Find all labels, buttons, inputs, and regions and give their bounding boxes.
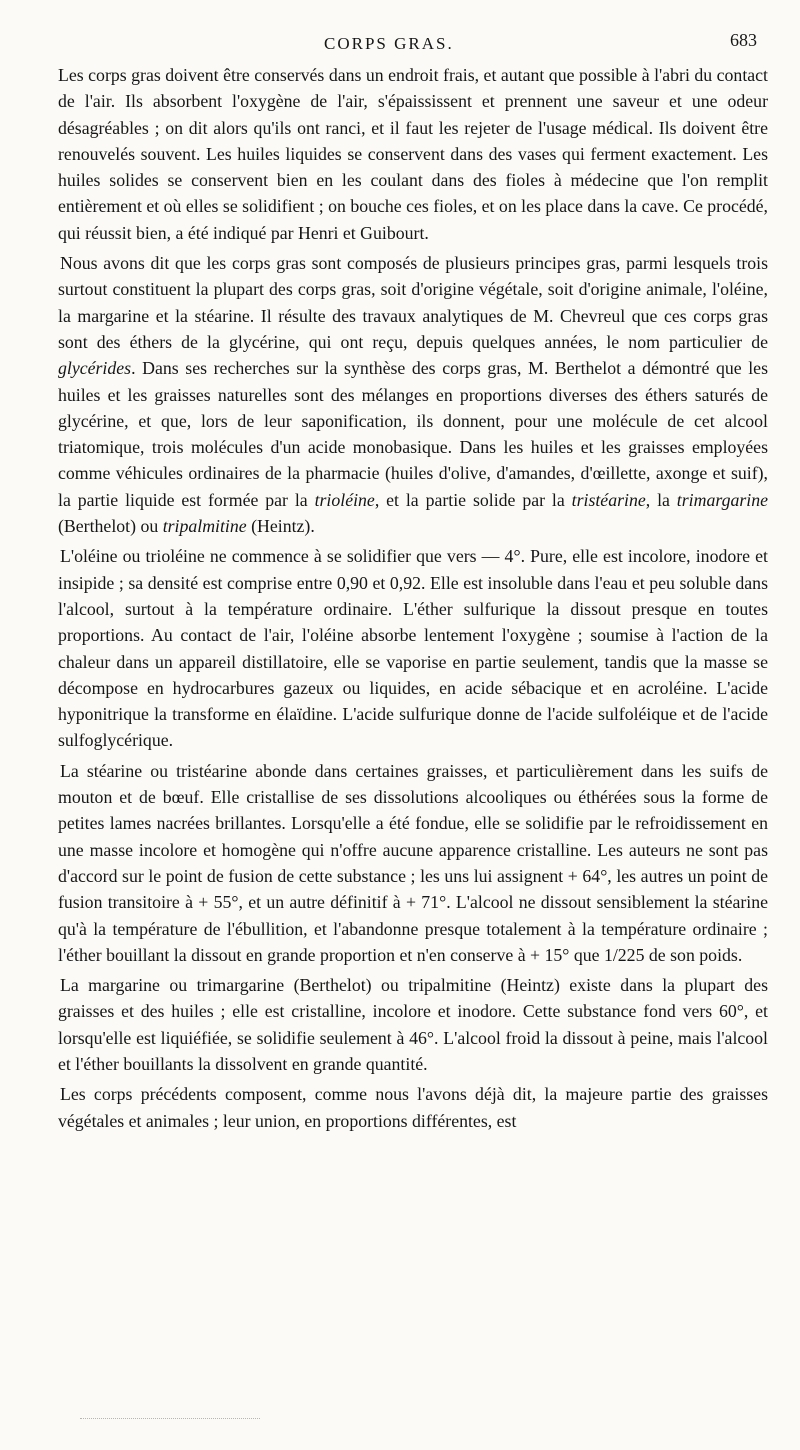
italic-term: tristéarine (571, 489, 646, 510)
paragraph (58, 62, 768, 246)
text-run: Les corps gras doivent être conservés dans un endroit frais, et autant que possible à l'abri du contact de l'air. Ils absorbent l'oxygène de l'air, s'épaississent et prennent une saveur et une odeur désagréables ; on dit alors qu'ils ont ranci, et il faut les rejeter de l'usage médical. Ils doivent être renouvelés souvent. Les huiles liquides se conservent dans des vases qui ferment exactement. Les huiles solides se conservent bien en les coulant dans des fioles à médecine que l'on remplit entièrement et où elles se solidifient ; on bouche ces fioles, et on les place dans la cave. Ce procédé, qui réussit bien, a été indiqué par Henri et Guibourt. (58, 65, 768, 243)
body-text (58, 62, 768, 1138)
text-run: , la (645, 489, 677, 510)
print-smudge (80, 1418, 260, 1422)
text-run: , et la partie solide par la (374, 489, 572, 510)
text-run: (Berthelot) ou (58, 516, 163, 537)
paragraph (58, 972, 768, 1077)
text-run: (Heintz). (246, 516, 315, 537)
text-run: La stéarine ou tristéarine abonde dans certaines graisses, et particulièrement dans les suifs de mouton et de bœuf. Elle cristallise de ses dissolutions alcooliques ou éthérées sous la forme de petites lames nacrées brillantes. Lorsqu'elle a été fondue, elle se solidifie par le refroidissement en une masse incolore et homogène qui n'offre aucune apparence cristalline. Les auteurs ne sont pas d'accord sur le point de fusion de cette substance ; les uns lui assignent + 64°, les autres un point de fusion transitoire à + 55°, et un autre définitif à + 71°. L'alcool ne dissout sensiblement la stéarine qu'à la température de l'ébullition, et l'abandonne presque totalement à la température ordinaire ; l'éther bouillant la dissout en grande proportion et n'en conserve à + 15° que 1/225 de son poids. (58, 760, 768, 965)
page-number: 683 (730, 30, 757, 50)
text-run: L'oléine ou trioléine ne commence à se solidifier que vers — 4°. Pure, elle est incolore, inodore et insipide ; sa densité est comprise entre 0,90 et 0,92. Elle est insoluble dans l'eau et peu soluble dans l'alcool, surtout à la température ordinaire. L'éther sulfurique la dissout presque en toutes proportions. Au contact de l'air, l'oléine absorbe lentement l'oxygène ; soumise à l'action de la chaleur dans un appareil distillatoire, elle se vaporise en partie seulement, tandis que la masse se décompose en hydrocarbures gazeux ou liquides, en acide sébacique et en acroléine. L'acide hyponitrique la transforme en élaïdine. L'acide sulfurique donne de l'acide sulfoléique et de l'acide sulfoglycérique. (58, 546, 768, 751)
italic-term: trimargarine (676, 489, 769, 510)
text-run: Les corps précédents composent, comme nous l'avons déjà dit, la majeure partie des graisses végétales et animales ; leur union, en proportions différentes, est (58, 1084, 768, 1131)
italic-term: tripalmitine (162, 516, 247, 537)
text-run: La margarine ou trimargarine (Berthelot) ou tripalmitine (Heintz) existe dans la plupart des graisses et des huiles ; elle est cristalline, incolore et inodore. Cette substance fond vers 60°, et lorsqu'elle est liquiéfiée, se solidifie seulement à 46°. L'alcool froid la dissout à peine, mais l'alcool et l'éther bouillants la dissolvent en grande quantité. (58, 975, 768, 1074)
page-title: CORPS GRAS. (324, 34, 454, 53)
text-run: Nous avons dit que les corps gras sont composés de plusieurs principes gras, parmi lesquels trois surtout constituent la plupart des corps gras, soit d'origine végétale, soit d'origine animale, l'oléine, la margarine et la stéarine. Il résulte des travaux analytiques de M. Chevreul que ces corps gras sont des éthers de la glycérine, qui ont reçu, depuis quelques années, le nom particulier de (58, 253, 768, 352)
italic-term: glycérides (58, 358, 132, 379)
paragraph (58, 250, 768, 539)
paragraph (58, 758, 768, 968)
italic-term: trioléine (314, 489, 375, 510)
text-run: . Dans ses recherches sur la synthèse des corps gras, M. Berthelot a démontré que les huiles et les graisses naturelles sont des mélanges en proportions diverses des éthers saturés de glycérine, et que, lors de leur saponification, ils donnent, pour une molécule de cet alcool triatomique, trois molécules d'un acide monobasique. Dans les huiles et les graisses employées comme véhicules ordinaires de la pharmacie (huiles d'olive, d'amandes, d'œillette, axonge et suif), la partie liquide est formée par la (58, 358, 768, 510)
paragraph (58, 543, 768, 753)
paragraph (58, 1081, 768, 1134)
running-head (0, 30, 800, 60)
